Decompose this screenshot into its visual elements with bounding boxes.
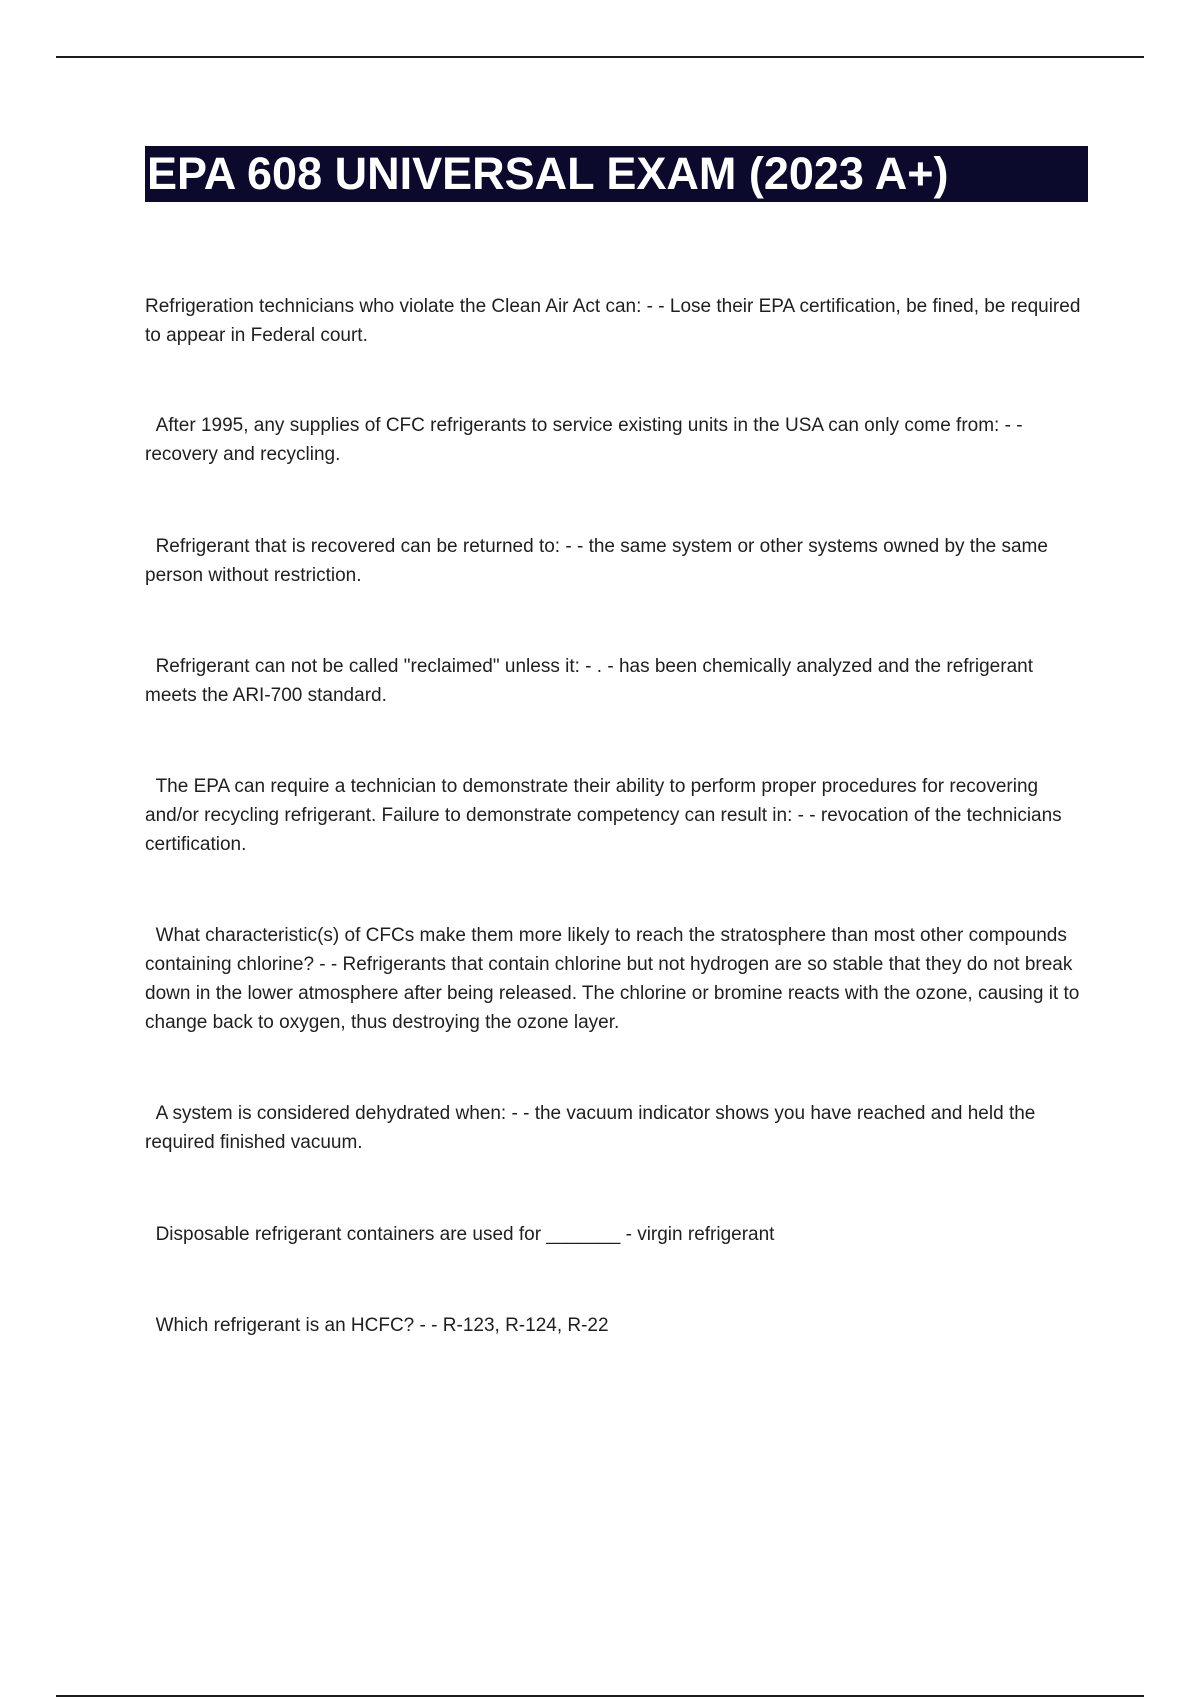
question-text: What characteristic(s) of CFCs make them more likely to reach the stratosphere than most other compounds containing chlorine? (145, 925, 1073, 975)
qa-separator: - - (414, 1315, 443, 1336)
qa-separator: - . - (579, 656, 619, 677)
answer-text: revocation of the technicians certification. (145, 805, 1062, 855)
answer-text: R-123, R-124, R-22 (442, 1315, 609, 1336)
qa-item (145, 1220, 1085, 1249)
qa-item (145, 772, 1085, 859)
qa-item (145, 1311, 1085, 1340)
qa-item (145, 1099, 1085, 1157)
question-text: Which refrigerant is an HCFC? (145, 1315, 415, 1336)
answer-text: has been chemically analyzed and the refrigerant meets the ARI-700 standard. (145, 656, 1033, 706)
qa-item (145, 652, 1085, 710)
qa-item (145, 411, 1085, 469)
qa-separator: - (620, 1224, 638, 1245)
qa-separator: - - (506, 1103, 535, 1124)
question-text: A system is considered dehydrated when: (145, 1103, 507, 1124)
question-text: Refrigeration technicians who violate the Clean Air Act can: (145, 296, 642, 317)
title-banner (145, 146, 1088, 202)
question-text: Refrigerant can not be called "reclaimed" unless it: (145, 656, 580, 677)
qa-separator: - - (792, 805, 821, 826)
answer-text: virgin refrigerant (637, 1224, 775, 1245)
top-rule (56, 56, 1144, 58)
qa-separator: - - (560, 536, 589, 557)
qa-item (145, 532, 1085, 590)
question-text: The EPA can require a technician to demonstrate their ability to perform proper procedures for recovering and/or recycling refrigerant. Failure to demonstrate competency can result in: (145, 776, 1044, 826)
bottom-rule (56, 1695, 1144, 1697)
qa-separator: - - (999, 415, 1028, 436)
answer-text: Refrigerants that contain chlorine but not hydrogen are so stable that they do not break down in the lower atmosphere after being released. The chlorine or bromine reacts with the ozone, causing it to change back to oxygen, thus destroying the ozone layer. (145, 954, 1080, 1033)
qa-item (145, 921, 1085, 1037)
answer-text: recovery and recycling. (145, 444, 341, 465)
qa-separator: - - (641, 296, 670, 317)
question-text: After 1995, any supplies of CFC refrigerants to service existing units in the USA can only come from: (145, 415, 1000, 436)
qa-separator: - - (314, 954, 343, 975)
answer-text: Lose their EPA certification, be fined, be required to appear in Federal court. (145, 296, 1081, 346)
answer-text: the vacuum indicator shows you have reached and held the required finished vacuum. (145, 1103, 1036, 1153)
qa-item (145, 292, 1085, 350)
question-text: Disposable refrigerant containers are used for _______ (145, 1224, 621, 1245)
page-title: EPA 608 UNIVERSAL EXAM (2023 A+) (147, 148, 949, 199)
answer-text: the same system or other systems owned by the same person without restriction. (145, 536, 1048, 586)
question-text: Refrigerant that is recovered can be returned to: (145, 536, 561, 557)
